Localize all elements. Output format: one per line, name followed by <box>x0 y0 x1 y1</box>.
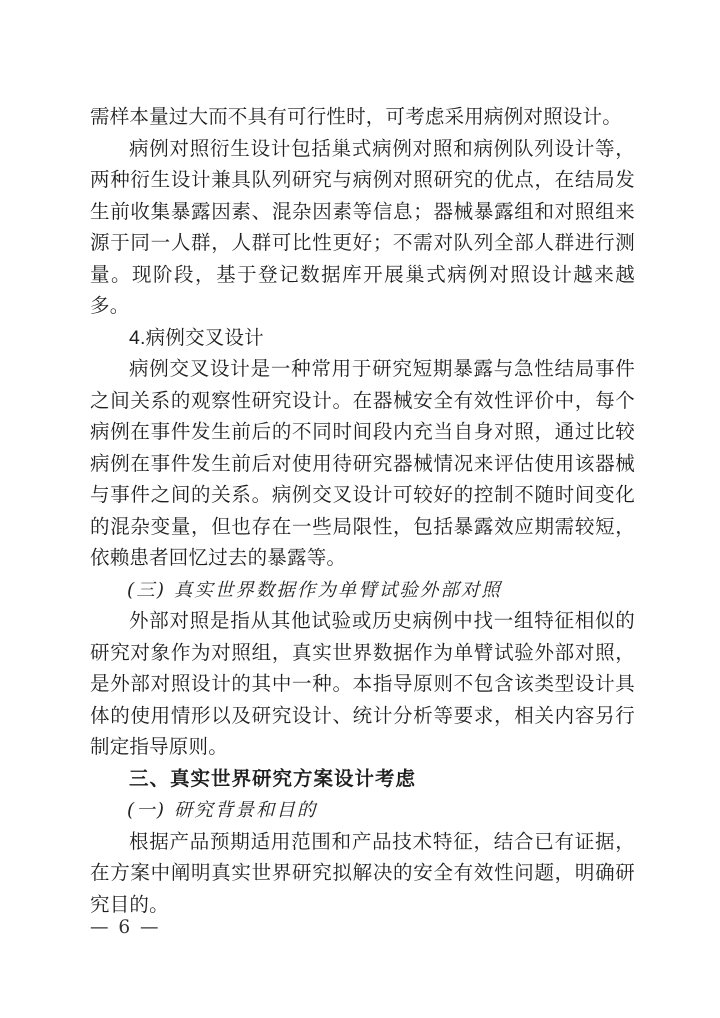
subheading-rwd-single-arm-external-control: (三) 真实世界数据作为单臂试验外部对照 <box>127 579 502 601</box>
paragraph-continuation: 需样本量过大而不具有可行性时，可考虑采用病例对照设计。 <box>90 106 622 128</box>
paragraph-case-crossover-design: 病例交叉设计是一种常用于研究短期暴露与急性结局事件之间关系的观察性研究设计。在器械安全有效性评价中，每个病例在事件发生前后的不同时间段内充当自身对照，通过比较病例在事件发生前后对使用待研究器械情况来评估使用该器械与事件之间的关系。病例交叉设计可较好的控制不随时间变化的混杂变量，但也存在一些局限性，包括暴露效应期需较短，依赖患者回忆过去的暴露等。 <box>90 358 635 569</box>
page-number-footer: — 6 — <box>90 917 161 938</box>
heading-case-crossover-design: 4.病例交叉设计 <box>129 326 264 349</box>
paragraph-research-background-purpose: 根据产品预期适用范围和产品技术特征，结合已有证据，在方案中阐明真实世界研究拟解决的安全有效性问题，明确研究目的。 <box>90 830 635 916</box>
document-text-block <box>90 102 635 921</box>
section-heading-rws-protocol-design: 三、真实世界研究方案设计考虑 <box>129 767 417 790</box>
paragraph-case-control-derivatives: 病例对照衍生设计包括巢式病例对照和病例队列设计等，两种衍生设计兼具队列研究与病例对照研究的优点，在结局发生前收集暴露因素、混杂因素等信息；器械暴露组和对照组来源于同一人群，人群可比性更好；不需对队列全部人群进行测量。现阶段，基于登记数据库开展巢式病例对照设计越来越多。 <box>90 137 635 317</box>
paragraph-external-control: 外部对照是指从其他试验或历史病例中找一组特征相似的研究对象作为对照组，真实世界数据作为单臂试验外部对照，是外部对照设计的其中一种。本指导原则不包含该类型设计具体的使用情形以及研究设计、统计分析等要求，相关内容另行制定指导原则。 <box>90 610 635 758</box>
subheading-research-background-purpose: (一) 研究背景和目的 <box>127 800 318 821</box>
